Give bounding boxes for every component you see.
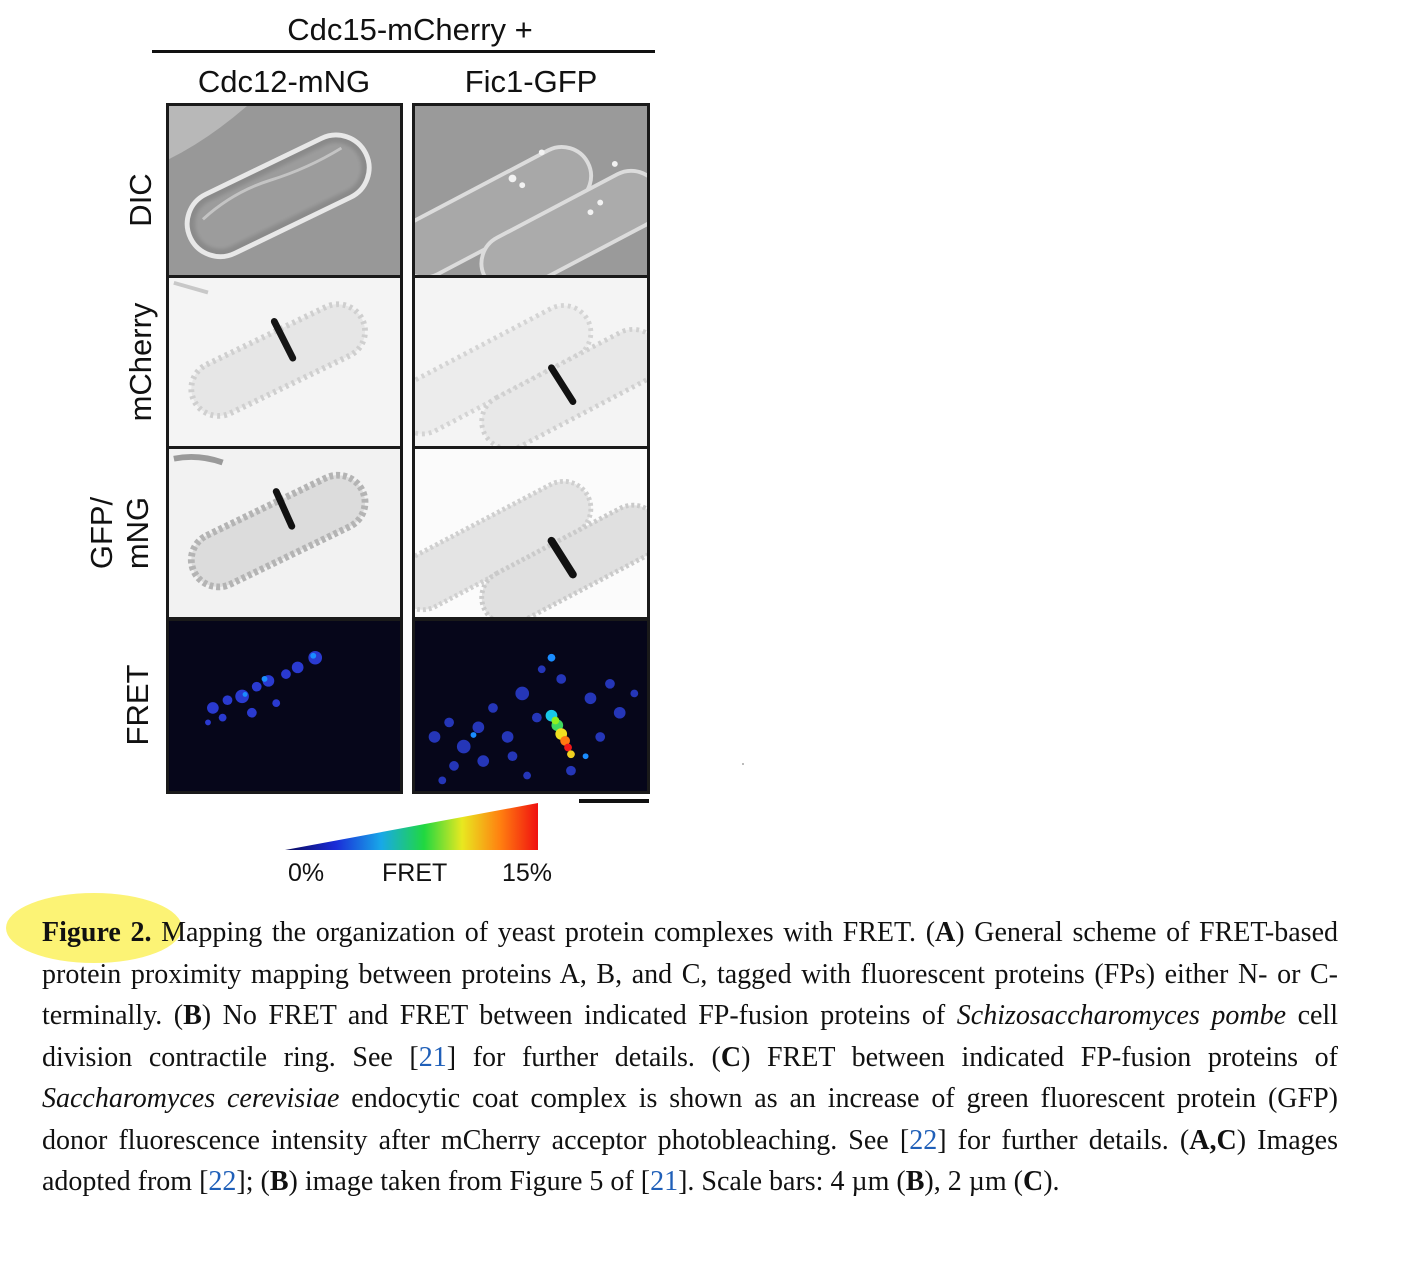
caption-panel-ref: A — [935, 917, 956, 948]
caption-text: ). — [1043, 1166, 1060, 1197]
column-label-cdc12: Cdc12-mNG — [197, 64, 371, 99]
caption-text: ) General scheme of FRET-based protein proximity mapping between proteins A, B, and C, tagged with fluorescent proteins (FPs) either N- or C-terminally. ( — [42, 917, 1339, 1031]
panel-fret-cdc12 — [166, 618, 403, 794]
caption-text: ) image taken from Figure 5 of [ — [288, 1166, 651, 1197]
caption-text: ), 2 µm ( — [924, 1166, 1023, 1197]
column-label-fic1: Fic1-GFP — [464, 64, 598, 99]
figure-caption — [42, 912, 1338, 1203]
row-label-fret: FRET — [120, 664, 155, 746]
figure-panel — [0, 0, 760, 900]
row-label-mcherry: mCherry — [123, 302, 158, 422]
colorbar-max-label: 15% — [502, 859, 553, 887]
stray-dot — [742, 763, 744, 765]
citation-link[interactable]: 21 — [418, 1041, 447, 1073]
caption-species: Schizosaccharomyces pombe — [956, 1000, 1287, 1031]
caption-text: Mapping the organization of yeast protein complexes with FRET. ( — [161, 917, 936, 948]
citation-link[interactable]: 22 — [208, 1166, 237, 1197]
figure-header: Cdc15-mCherry + — [287, 12, 533, 47]
caption-label: Figure 2. — [42, 917, 152, 948]
panel-dic-fic1 — [412, 103, 650, 278]
panel-gfp-cdc12 — [166, 446, 403, 620]
fret-colorbar — [285, 803, 538, 850]
caption-panel-ref: B — [183, 1000, 202, 1031]
row-label-gfp-mng — [84, 497, 156, 569]
scale-bar — [579, 799, 649, 803]
caption-text: ) No FRET and FRET between indicated FP-fusion proteins of — [201, 1000, 957, 1031]
panel-mcherry-cdc12 — [166, 275, 403, 449]
row-label-gfp-line2: mNG — [120, 496, 155, 570]
citation-link[interactable]: 21 — [650, 1166, 679, 1197]
caption-panel-ref: B — [269, 1166, 289, 1197]
row-label-gfp-line1: GFP/ — [84, 496, 119, 570]
caption-species: Saccharomyces cerevisiae — [42, 1083, 340, 1114]
caption-panel-ref: A,C — [1189, 1124, 1237, 1156]
citation-link[interactable]: 22 — [909, 1124, 938, 1156]
caption-text: ] for further details. ( — [446, 1041, 721, 1073]
caption-text: ]. Scale bars: 4 µm ( — [678, 1166, 906, 1197]
panel-gfp-fic1 — [412, 446, 650, 620]
header-underline — [152, 50, 655, 53]
caption-text: ] for further details. ( — [937, 1124, 1190, 1156]
caption-text: cell division contractile ring. See [ — [42, 1000, 1338, 1073]
panel-mcherry-fic1 — [412, 275, 650, 449]
caption-panel-ref: C — [720, 1041, 742, 1073]
caption-text: endocytic coat complex is shown as an increase of green fluorescent protein (GFP) donor fluorescence intensity after mCherry acceptor photobleaching. See [ — [42, 1083, 1338, 1156]
colorbar-title: FRET — [382, 859, 448, 887]
caption-text: ) FRET between indicated FP-fusion proteins of — [741, 1041, 1338, 1073]
caption-panel-ref: B — [905, 1166, 925, 1197]
panel-fret-fic1 — [412, 618, 650, 794]
colorbar-min-label: 0% — [288, 859, 325, 887]
caption-text: ]; ( — [236, 1166, 270, 1197]
caption-text: ) Images adopted from [ — [42, 1124, 1338, 1197]
row-label-dic: DIC — [123, 173, 158, 227]
panel-dic-cdc12 — [166, 103, 403, 278]
caption-panel-ref: C — [1022, 1166, 1044, 1197]
